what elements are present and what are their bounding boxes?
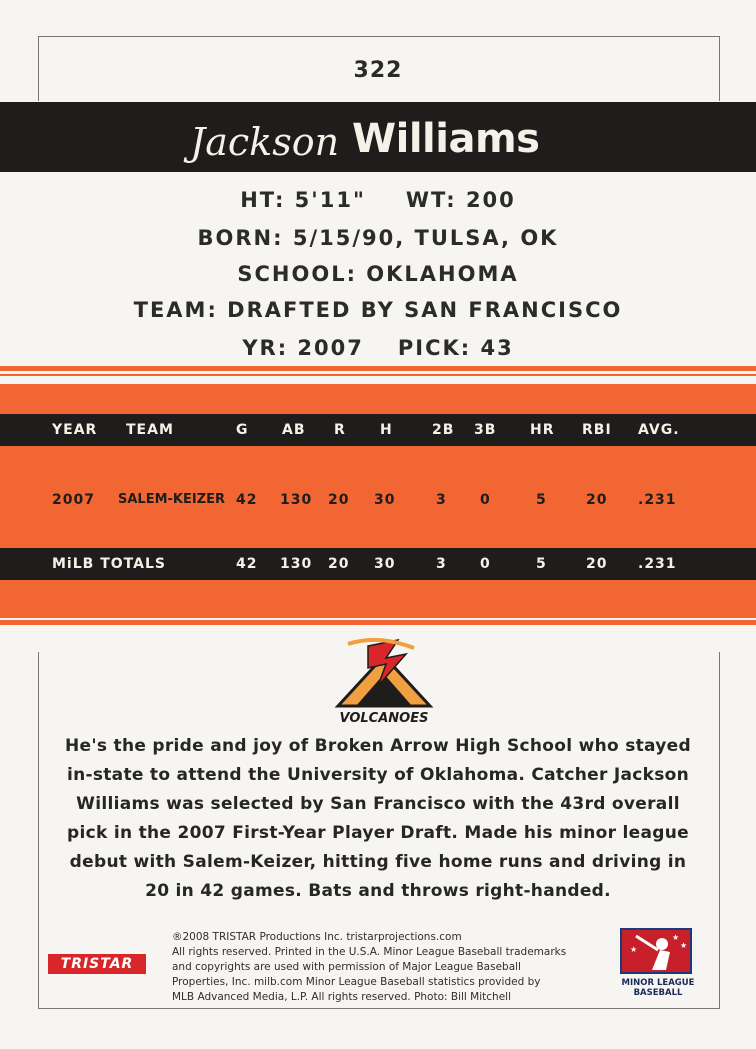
svg-text:★: ★ <box>680 941 688 950</box>
totals-g: 42 <box>236 556 258 572</box>
header-3b: 3B <box>474 422 497 438</box>
blurb-line: pick in the 2007 First-Year Player Draft. Made his minor league <box>67 823 689 843</box>
legal-line: ®2008 TRISTAR Productions Inc. tristarprojections.com <box>172 931 462 943</box>
card-number: 322 <box>353 58 403 83</box>
header-rbi: RBI <box>582 422 612 438</box>
svg-text:★: ★ <box>672 933 680 942</box>
stripe-bottom <box>0 620 756 625</box>
svg-text:★: ★ <box>630 945 638 954</box>
cell-g: 42 <box>236 492 258 508</box>
bio-year: YR: 2007 <box>242 336 364 360</box>
player-first-name: Jackson <box>190 120 340 164</box>
bio-school: SCHOOL: OKLAHOMA <box>237 262 519 286</box>
blurb-line: debut with Salem-Keizer, hitting five home runs and driving in <box>69 852 687 872</box>
bio-height: HT: 5'11" <box>240 188 366 212</box>
tristar-logo: TRISTAR <box>48 954 146 974</box>
legal-line: Properties, Inc. milb.com Minor League Baseball statistics provided by <box>172 976 541 988</box>
header-h: H <box>380 422 393 438</box>
cell-ab: 130 <box>280 492 313 508</box>
header-year: YEAR <box>52 422 98 438</box>
header-g: G <box>236 422 249 438</box>
player-blurb <box>50 732 706 906</box>
cell-team: SALEM-KEIZER <box>118 492 226 507</box>
bio-team: TEAM: DRAFTED BY SAN FRANCISCO <box>133 298 623 322</box>
legal-line: and copyrights are used with permission of Major League Baseball <box>172 961 521 973</box>
bio-pick: PICK: 43 <box>397 336 514 360</box>
totals-h: 30 <box>374 556 396 572</box>
milb-logo-box <box>620 928 692 974</box>
header-team: TEAM <box>126 422 174 438</box>
cell-2b: 3 <box>436 492 447 508</box>
stripe-top <box>0 366 756 371</box>
blurb-line: Williams was selected by San Francisco with the 43rd overall <box>76 794 680 814</box>
stats-totals-row <box>0 548 756 580</box>
blurb-line: He's the pride and joy of Broken Arrow High School who stayed <box>65 736 691 756</box>
legal-text <box>172 930 612 1005</box>
header-2b: 2B <box>432 422 455 438</box>
stripe-top-thin <box>0 374 756 376</box>
batter-silhouette-icon <box>622 930 690 972</box>
bio-weight: WT: 200 <box>405 188 516 212</box>
header-hr: HR <box>530 422 555 438</box>
stats-row-2007 <box>0 492 756 512</box>
blurb-line: 20 in 42 games. Bats and throws right-handed. <box>145 881 611 901</box>
milb-wordmark <box>616 978 700 998</box>
totals-3b: 0 <box>480 556 491 572</box>
bio-born: BORN: 5/15/90, TULSA, OK <box>197 226 559 250</box>
cell-year: 2007 <box>52 492 95 508</box>
bio-draft <box>0 336 756 360</box>
legal-line: MLB Advanced Media, L.P. All rights reserved. Photo: Bill Mitchell <box>172 991 511 1003</box>
blurb-line: in-state to attend the University of Oklahoma. Catcher Jackson <box>66 765 690 785</box>
logo-wordmark: VOLCANOES <box>339 711 429 726</box>
header-r: R <box>334 422 346 438</box>
legal-line: All rights reserved. Printed in the U.S.A. Minor League Baseball trademarks <box>172 946 567 958</box>
cell-r: 20 <box>328 492 350 508</box>
stats-header-row <box>0 414 756 446</box>
totals-ab: 130 <box>280 556 313 572</box>
cell-h: 30 <box>374 492 396 508</box>
totals-2b: 3 <box>436 556 447 572</box>
totals-r: 20 <box>328 556 350 572</box>
bio-height-weight <box>0 188 756 212</box>
cell-rbi: 20 <box>586 492 608 508</box>
header-avg: AVG. <box>638 422 680 438</box>
milb-logo <box>616 928 700 1000</box>
player-last-name: Williams <box>352 116 540 162</box>
milb-line2: BASEBALL <box>633 988 683 998</box>
totals-label: MiLB TOTALS <box>52 556 166 572</box>
volcanoes-logo <box>328 636 440 728</box>
totals-rbi: 20 <box>586 556 608 572</box>
cell-3b: 0 <box>480 492 491 508</box>
cell-avg: .231 <box>638 492 677 508</box>
header-ab: AB <box>282 422 306 438</box>
cell-hr: 5 <box>536 492 547 508</box>
totals-avg: .231 <box>638 556 677 572</box>
totals-hr: 5 <box>536 556 547 572</box>
milb-line1: MINOR LEAGUE <box>621 978 695 988</box>
